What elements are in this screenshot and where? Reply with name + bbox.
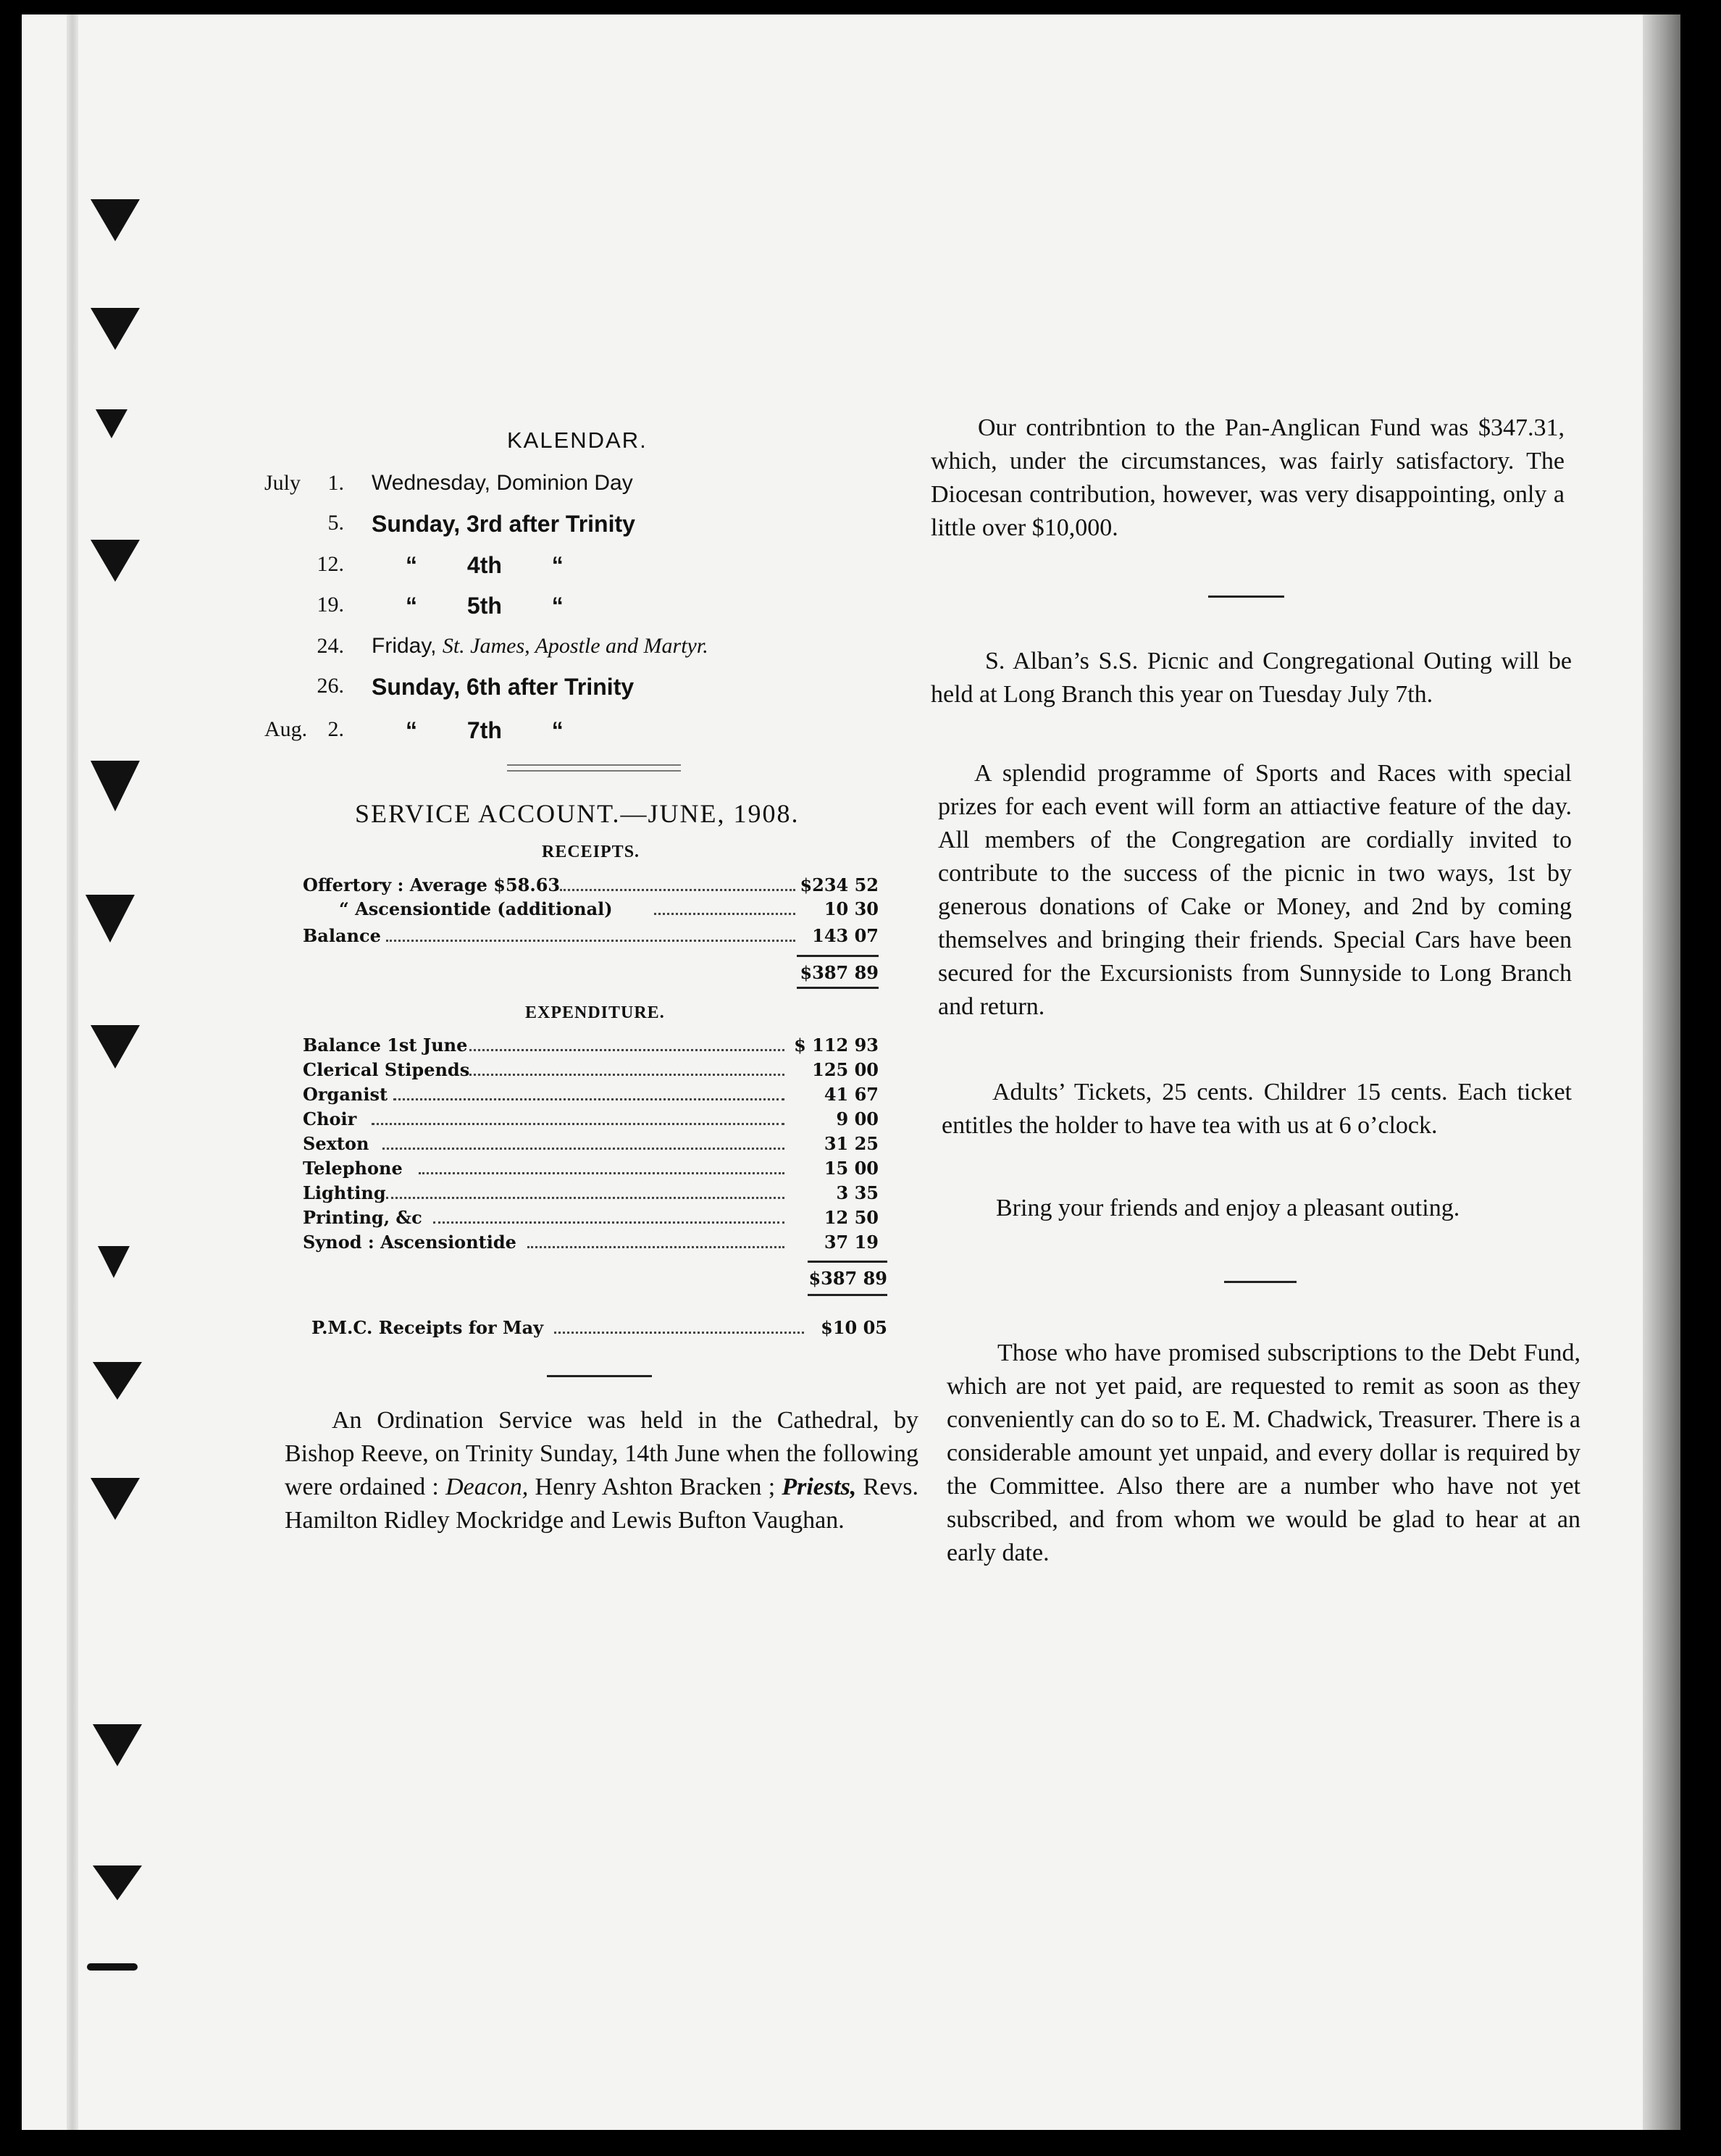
leader-dots — [419, 1172, 784, 1174]
kalendar-day: 12. — [317, 552, 344, 576]
binding-mark — [93, 1362, 142, 1400]
expenditure-label: Choir — [303, 1108, 357, 1129]
kalendar-entry: “ 5th “ — [406, 593, 564, 619]
kalendar-entry: Sunday, 3rd after Trinity — [372, 511, 635, 537]
kalendar-entry: Wednesday, Dominion Day — [372, 471, 633, 495]
binding-mark — [91, 308, 140, 350]
receipt-label: Balance — [303, 925, 381, 946]
expenditure-row — [303, 1158, 879, 1184]
expenditure-row — [303, 1133, 879, 1159]
kalendar-entry: “ 4th “ — [406, 552, 564, 578]
programme-paragraph: A splendid programme of Sports and Races with special prizes for each event will form an attiactive feature of the day. All members of the Congregation are cordially invited to contribute to the success of the picnic in two ways, 1st by generous donations of Cake or Money, and 2nd by coming themselves and bringing their friends. Special Cars have been secured for the Excursionists from Sunnyside to Long Branch and return. — [938, 760, 1572, 1020]
expenditure-row — [303, 1108, 879, 1135]
expenditure-amount: 125 00 — [812, 1059, 879, 1080]
expenditure-amount: 31 25 — [824, 1133, 879, 1154]
expenditure-amount: 41 67 — [824, 1084, 879, 1105]
picnic-paragraph: S. Alban’s S.S. Picnic and Congregational Outing will be held at Long Branch this year on Tuesday July 7th. — [931, 648, 1572, 708]
receipt-amount: $234 52 — [800, 874, 879, 895]
leader-dots — [554, 1332, 804, 1334]
expenditure-amount: $ 112 93 — [794, 1035, 879, 1056]
pan-anglican-paragraph: Our contribntion to the Pan-Anglican Fund was $347.31, which, under the circumstances, was fairly satisfactory. The Diocesan contribution, however, was very disappointing, only a little over $10,000. — [931, 414, 1565, 541]
kalendar-row — [264, 634, 786, 670]
kalendar-entry: “ 7th “ — [406, 717, 564, 743]
divider — [1224, 1281, 1297, 1283]
sum-rule — [808, 1294, 887, 1296]
receipt-row — [303, 925, 879, 951]
leader-dots — [393, 1098, 784, 1100]
ordination-paragraph — [285, 1404, 918, 1537]
receipt-row — [303, 898, 879, 924]
tickets-paragraph: Adults’ Tickets, 25 cents. Childrer 15 cents. Each ticket entitles the holder to have tea with us at 6 o’clock. — [942, 1079, 1572, 1139]
kalendar-row — [264, 471, 786, 507]
kalendar-month: Aug. — [264, 717, 308, 741]
receipts-total-row — [303, 962, 879, 988]
binding-mark — [91, 540, 140, 582]
expenditure-amount: 9 00 — [836, 1108, 879, 1129]
ordination-text-2: Henry Ashton Bracken ; — [535, 1474, 776, 1500]
expenditure-label: Synod : Ascensiontide — [303, 1232, 516, 1253]
kalendar-row — [264, 593, 786, 629]
kalendar-entry — [372, 634, 708, 659]
pmc-label: P.M.C. Receipts for May — [311, 1317, 544, 1338]
receipt-amount: 10 30 — [824, 898, 879, 919]
leader-dots — [372, 1123, 784, 1125]
expenditure-label: Sexton — [303, 1133, 369, 1154]
receipt-label: Offertory : Average $58.63 — [303, 874, 561, 895]
receipt-row — [303, 874, 879, 901]
divider — [547, 1375, 652, 1377]
binding-mark — [98, 1246, 130, 1278]
expenditure-total: $387 89 — [808, 1268, 887, 1289]
kalendar-day: 5. — [327, 511, 344, 535]
kalendar-day: 2. — [327, 717, 344, 741]
kalendar-row — [264, 552, 786, 588]
divider — [507, 764, 681, 766]
debt-fund-paragraph: Those who have promised subscriptions to the Debt Fund, which are not yet paid, are requested to remit as soon as they conveniently can do so to E. M. Chadwick, Treasurer. There is a considerable amount yet unpaid, and every dollar is required by the Committee. Also there are a number who have not yet subscribed, and from whom we would be glad to hear at an early date. — [947, 1340, 1580, 1566]
sum-rule — [808, 1261, 887, 1263]
bring-friends-paragraph: Bring your friends and enjoy a pleasant outing. — [996, 1195, 1460, 1221]
kalendar-entry-day: Friday, — [372, 634, 437, 658]
pmc-row — [311, 1317, 887, 1343]
account-title: SERVICE ACCOUNT.—JUNE, 1908. — [355, 799, 800, 828]
leader-dots — [560, 889, 795, 891]
divider — [1208, 596, 1284, 598]
leader-dots — [527, 1246, 784, 1248]
kalendar-entry-feast: St. James, Apostle and Martyr. — [442, 634, 708, 658]
binding-mark — [91, 761, 140, 811]
expenditure-amount: 37 19 — [824, 1232, 879, 1253]
kalendar-day: 26. — [317, 674, 344, 698]
leader-dots — [469, 1074, 784, 1076]
leader-dots — [382, 1148, 784, 1150]
binding-mark — [93, 1724, 142, 1766]
leader-dots — [433, 1221, 784, 1224]
kalendar-title: KALENDAR. — [507, 427, 648, 453]
ordination-text-1: An Ordination Service was held in the Cathedral, by Bishop Reeve, on Trinity Sunday, 14th June when the following were ordained : — [285, 1407, 918, 1500]
expenditure-row — [303, 1232, 879, 1258]
expenditure-amount: 3 35 — [836, 1182, 879, 1203]
leader-dots — [654, 913, 795, 915]
expenditure-amount: 12 50 — [824, 1207, 879, 1228]
sum-rule — [797, 955, 879, 957]
binding-mark — [91, 199, 140, 241]
binding-mark — [87, 1963, 138, 1971]
receipts-total: $387 89 — [800, 962, 879, 983]
expenditure-total-row — [303, 1268, 887, 1294]
receipts-heading: RECEIPTS. — [542, 843, 640, 861]
kalendar-row — [264, 511, 786, 547]
kalendar-entry: Sunday, 6th after Trinity — [372, 674, 635, 700]
expenditure-row — [303, 1084, 879, 1110]
receipt-amount: 143 07 — [812, 925, 879, 946]
leader-dots — [386, 1197, 784, 1199]
expenditure-label: Telephone — [303, 1158, 403, 1179]
pmc-amount: $10 05 — [821, 1317, 887, 1338]
expenditure-label: Clerical Stipends — [303, 1059, 470, 1080]
leader-dots — [469, 1049, 784, 1051]
ordination-text-3: Revs. Hamilton Ridley Mockridge and Lewis Bufton Vaughan. — [285, 1474, 919, 1534]
expenditure-amount: 15 00 — [824, 1158, 879, 1179]
page-edge-shadow — [1643, 14, 1680, 2130]
binding-spine — [67, 14, 78, 2130]
kalendar-day: 24. — [317, 634, 344, 658]
expenditure-row — [303, 1059, 879, 1085]
binding-mark — [93, 1865, 142, 1900]
expenditure-row — [303, 1207, 879, 1233]
sum-rule — [797, 987, 879, 989]
expenditure-row — [303, 1035, 879, 1061]
binding-mark — [96, 409, 127, 438]
kalendar-row — [264, 674, 786, 710]
ordination-priests: Priests, — [782, 1474, 857, 1500]
binding-mark — [91, 1025, 140, 1069]
kalendar-day: 1. — [327, 471, 344, 495]
leader-dots — [386, 940, 795, 942]
expenditure-row — [303, 1182, 879, 1208]
kalendar-day: 19. — [317, 593, 344, 617]
kalendar-row — [264, 717, 786, 753]
expenditure-label: Printing, &c — [303, 1207, 422, 1228]
ordination-deacon: Deacon, — [445, 1474, 529, 1500]
expenditure-label: Balance 1st June — [303, 1035, 468, 1056]
expenditure-label: Organist — [303, 1084, 388, 1105]
binding-mark — [91, 1478, 140, 1520]
kalendar-month: July — [264, 471, 301, 495]
divider — [507, 770, 681, 772]
binding-mark — [85, 895, 135, 943]
receipt-label: “ Ascensiontide (additional) — [339, 898, 613, 919]
expenditure-label: Lighting — [303, 1182, 386, 1203]
expenditure-heading: EXPENDITURE. — [525, 1003, 665, 1022]
